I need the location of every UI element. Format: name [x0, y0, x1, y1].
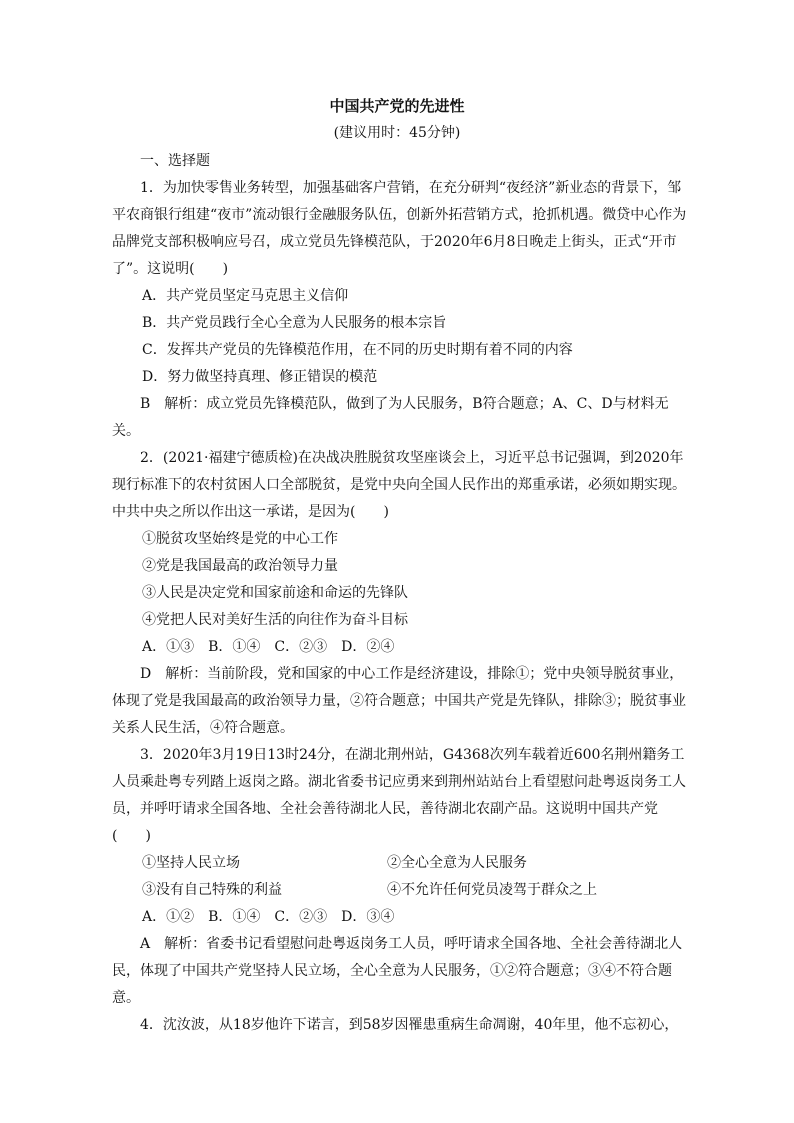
- question-1-option-b: B．共产党员践行全心全意为人民服务的根本宗旨: [142, 315, 447, 331]
- question-3-item-2: ②全心全意为人民服务: [387, 855, 527, 871]
- question-3-items-row-2: [112, 877, 687, 904]
- question-3-answer: A 解析：省委书记看望慰问赴粤返岗务工人员，呼吁请求全国各地、全社会善待湖北人民，体现了中国共产党坚持人民立场，全心全意为人民服务，①②符合题意；③④不符合题意。: [112, 936, 683, 1006]
- question-1-answer: B 解析：成立党员先锋模范队，做到了为人民服务，B符合题意；A、C、D与材料无关。: [112, 396, 669, 439]
- question-2-item-1: ①脱贫攻坚始终是党的中心工作: [142, 531, 338, 547]
- question-1-option-a: A．共产党员坚定马克思主义信仰: [142, 288, 349, 304]
- question-1-option-d: D．努力做坚持真理、修正错误的模范: [142, 369, 378, 385]
- question-3-stem: 3．2020年3月19日13时24分，在湖北荆州站，G4368次列车载着近600名荆州籍务工人员乘赴粤专列踏上返岗之路。湖北省委书记应勇来到荆州站站台上看望慰问赴粤返岗务工人员，并呼吁请求全国各地、全社会善待湖北人民，善待湖北农副产品。这说明中国共产党( ): [112, 747, 686, 844]
- question-3-item-4: ④不允许任何党员凌驾于群众之上: [387, 882, 597, 898]
- document-title: 中国共产党的先进性: [329, 97, 465, 115]
- question-3-items-row-1: [112, 850, 687, 877]
- section-heading: 一、选择题: [140, 153, 210, 169]
- question-4-stem: 4．沈汝波，从18岁他许下诺言，到58岁因罹患重病生命凋谢，40年里，他不忘初心，: [140, 1017, 679, 1033]
- question-2-choices: A．①③ B．①④ C．②③ D．②④: [142, 639, 395, 655]
- question-2-stem: 2．(2021·福建宁德质检)在决战决胜脱贫攻坚座谈会上，习近平总书记强调，到2020年现行标准下的农村贫困人口全部脱贫，是党中央向全国人民作出的郑重承诺，必须如期实现。中共中央之所以作出这一承诺，是因为( ): [112, 450, 686, 520]
- question-3-item-3: ③没有自己特殊的利益: [142, 882, 282, 898]
- question-3-choices: A．①② B．①④ C．②③ D．③④: [142, 909, 395, 925]
- question-2-answer: D 解析：当前阶段，党和国家的中心工作是经济建设，排除①；党中央领导脱贫事业，体现了党是我国最高的政治领导力量，②符合题意；中国共产党是先锋队，排除③；脱贫事业关系人民生活，④符合题意。: [112, 666, 686, 736]
- question-2-item-2: ②党是我国最高的政治领导力量: [142, 558, 338, 574]
- question-1-option-c: C．发挥共产党员的先锋模范作用，在不同的历史时期有着不同的内容: [142, 342, 573, 358]
- question-2-item-4: ④党把人民对美好生活的向往作为奋斗目标: [142, 612, 408, 628]
- question-1-stem: 1．为加快零售业务转型，加强基础客户营销，在充分研判“夜经济”新业态的背景下，邹平农商银行组建“夜市”流动银行金融服务队伍，创新外拓营销方式，抢抓机遇。微贷中心作为品牌党支部积极响应号召，成立党员先锋模范队，于2020年6月8日晚走上街头，正式“开市了”。这说明( ): [112, 180, 687, 277]
- document-body: [112, 148, 687, 1039]
- document-subtitle: (建议用时：45分钟): [333, 125, 461, 141]
- question-3-item-1: ①坚持人民立场: [142, 855, 240, 871]
- question-2-item-3: ③人民是决定党和国家前途和命运的先锋队: [142, 585, 408, 601]
